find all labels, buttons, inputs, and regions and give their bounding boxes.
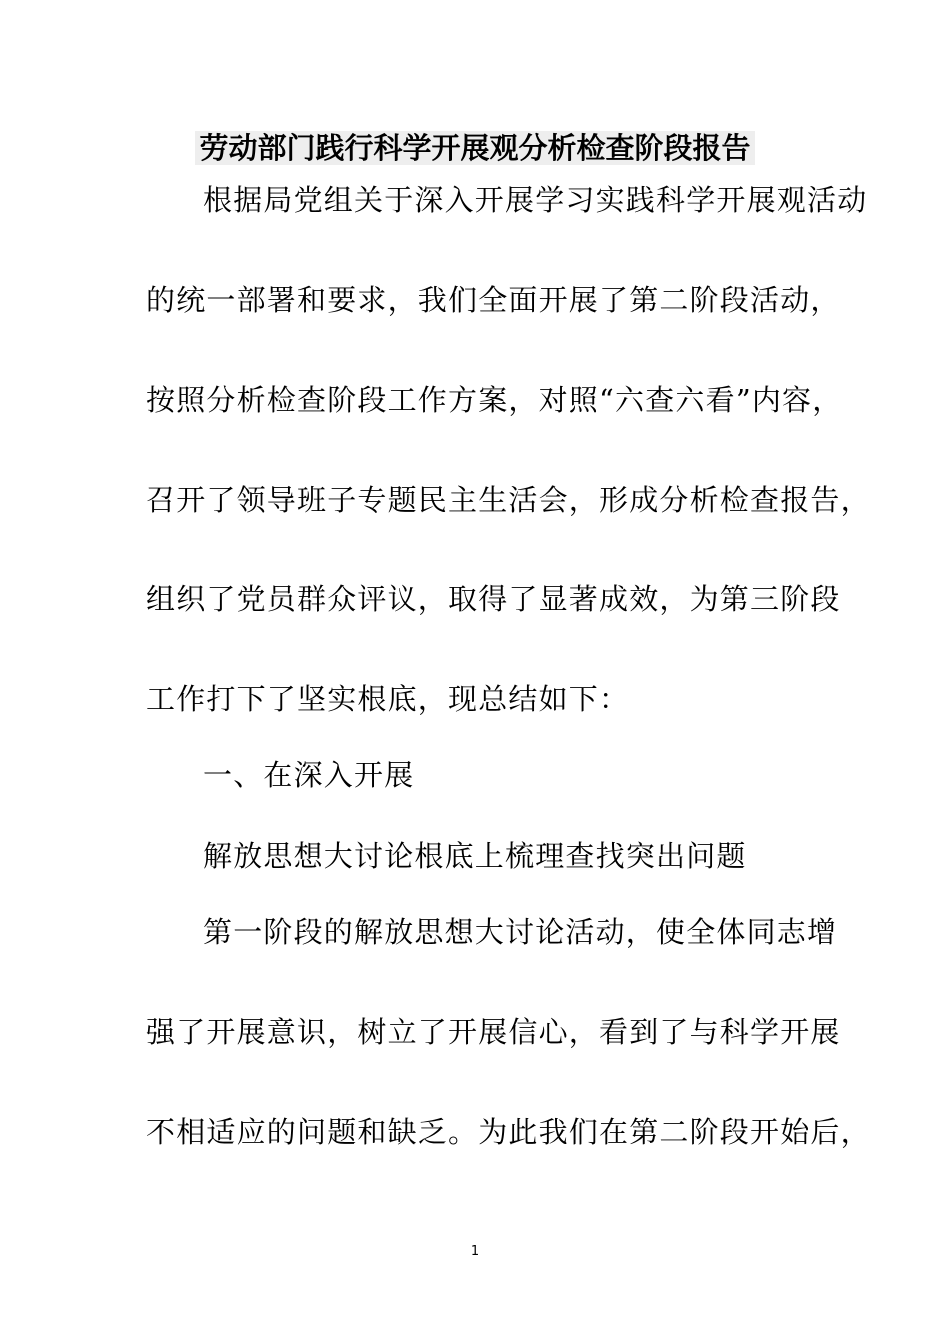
body-line: 按照分析检查阶段工作方案，对照“六查六看”内容， (146, 383, 843, 417)
body-line: 组织了党员群众评议，取得了显著成效，为第三阶段 (146, 582, 841, 616)
document-title-text: 劳动部门践行科学开展观分析检查阶段报告 (195, 131, 754, 165)
page-number: 1 (470, 1244, 480, 1259)
body-line: 强了开展意识，树立了开展信心，看到了与科学开展 (146, 1015, 841, 1049)
body-line: 不相适应的问题和缺乏。为此我们在第二阶段开始后， (146, 1115, 871, 1149)
document-title (0, 128, 950, 168)
body-line: 第一阶段的解放思想大讨论活动，使全体同志增 (203, 915, 838, 949)
section-subheading: 解放思想大讨论根底上梳理查找突出问题 (203, 839, 747, 873)
section-heading: 一、在深入开展 (203, 758, 415, 792)
body-line: 召开了领导班子专题民主生活会，形成分析检查报告， (146, 483, 871, 517)
body-line: 工作打下了坚实根底，现总结如下： (146, 682, 630, 716)
body-line: 的统一部署和要求，我们全面开展了第二阶段活动， (146, 283, 841, 317)
body-line: 根据局党组关于深入开展学习实践科学开展观活动 (203, 183, 868, 217)
